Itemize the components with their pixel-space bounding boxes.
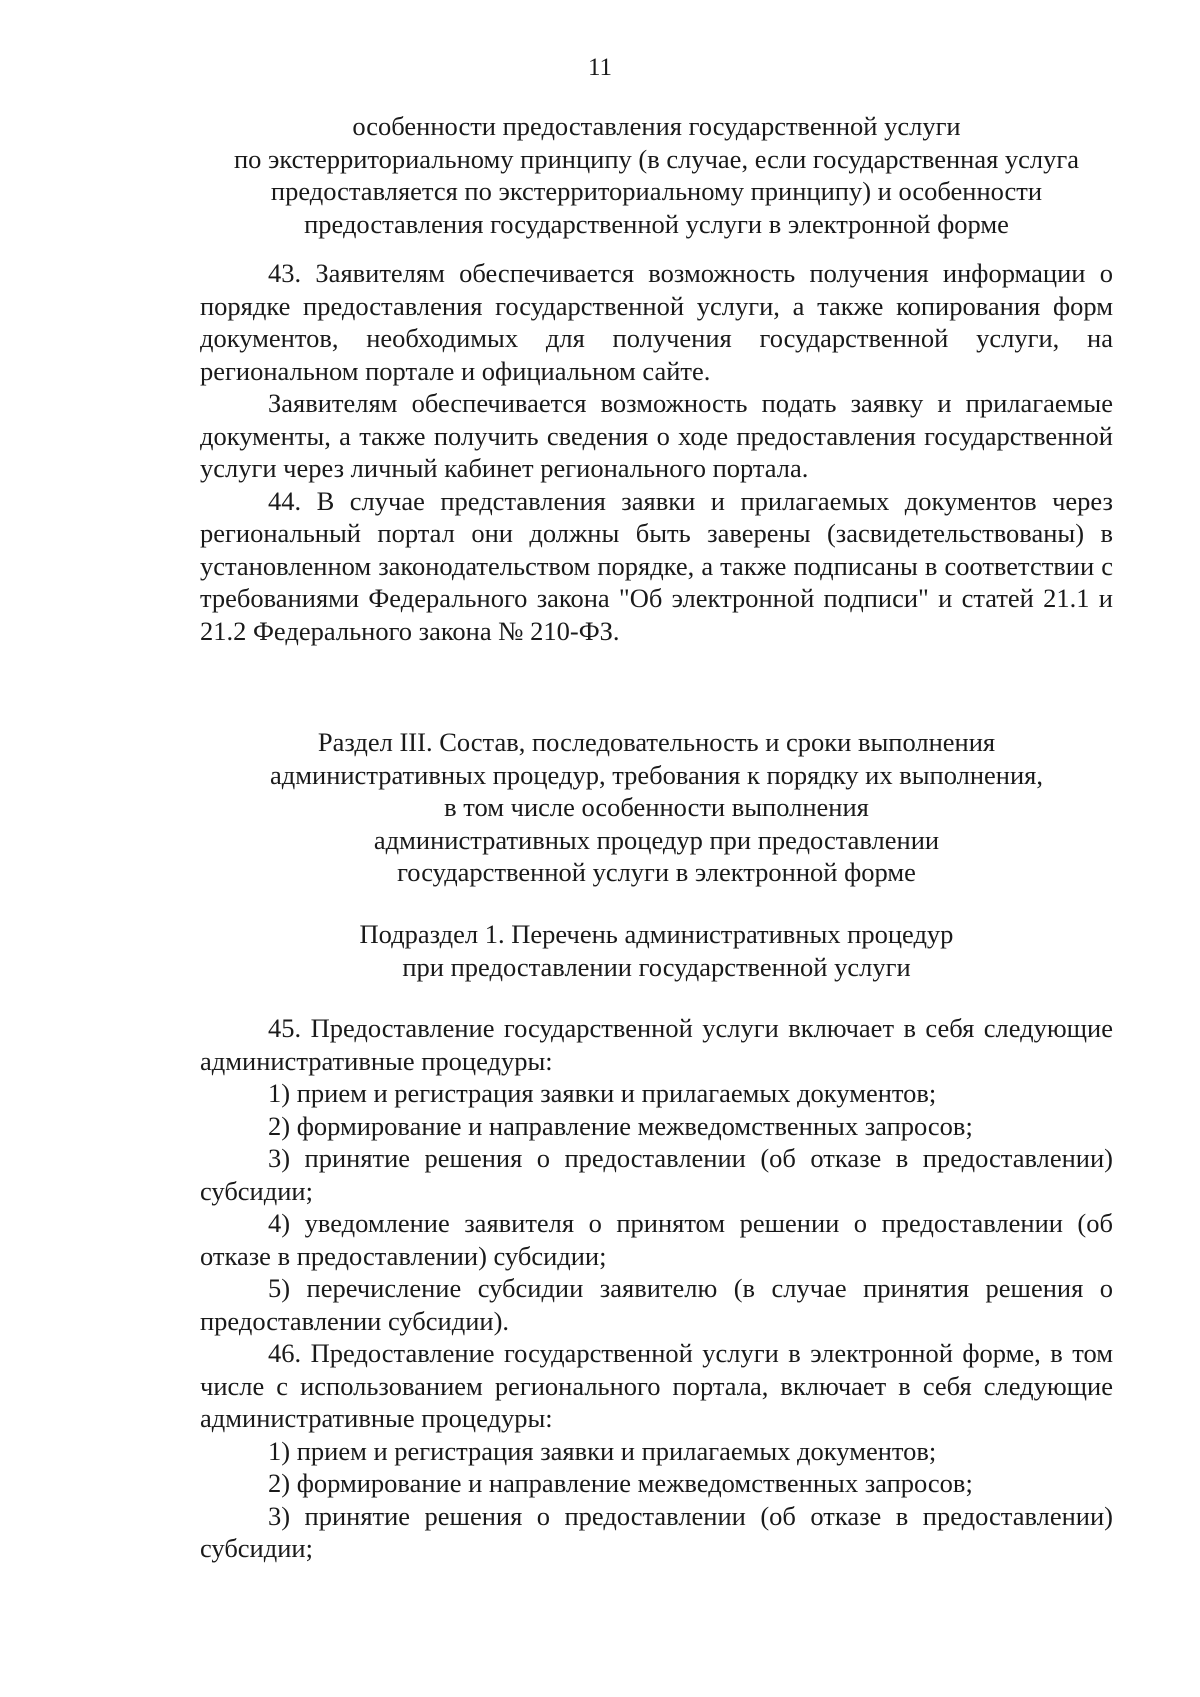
paragraphs-43-44 xyxy=(200,257,1113,647)
subsection-heading xyxy=(200,918,1113,983)
list-item: 3) принятие решения о предоставлении (об отказе в предоставлении) субсидии; xyxy=(200,1143,1113,1206)
heading-line: предоставления государственной услуги в электронной форме xyxy=(304,208,1009,239)
paragraph-45: 45. Предоставление государственной услуги включает в себя следующие административные процедуры: xyxy=(200,1013,1113,1076)
heading-line: административных процедур, требования к порядку их выполнения, xyxy=(270,759,1043,790)
heading-line: государственной услуги в электронной форме xyxy=(397,857,916,887)
subsection-heading-electronic-form xyxy=(200,110,1113,240)
heading-line: в том числе особенности выполнения xyxy=(444,792,869,822)
paragraph-43: 43. Заявителям обеспечивается возможность получения информации о порядке предоставления государственной услуги, а также копирования форм документов, необходимых для получения государственной услуги, на региональном портале и официальном сайте. xyxy=(200,258,1113,386)
heading-line: Подраздел 1. Перечень административных процедур xyxy=(359,919,954,949)
heading-line: Раздел III. Состав, последовательность и сроки выполнения xyxy=(317,727,996,757)
list-item: 4) уведомление заявителя о принятом решении о предоставлении (об отказе в предоставлении) субсидии; xyxy=(200,1208,1113,1271)
paragraph-43-continued: Заявителям обеспечивается возможность подать заявку и прилагаемые документы, а также получить сведения о ходе предоставления государственной услуги через личный кабинет регионального портала. xyxy=(200,388,1113,483)
page-number: 11 xyxy=(587,54,613,81)
paragraph-46: 46. Предоставление государственной услуги в электронной форме, в том числе с использованием регионального портала, включает в себя следующие административные процедуры: xyxy=(200,1338,1113,1433)
heading-line: административных процедур при предоставлении xyxy=(373,824,940,855)
heading-line: особенности предоставления государственной услуги xyxy=(352,111,961,141)
list-item: 2) формирование и направление межведомственных запросов; xyxy=(268,1110,973,1141)
section-heading xyxy=(200,726,1113,889)
list-item: 1) прием и регистрация заявки и прилагаемых документов; xyxy=(268,1078,937,1108)
list-item: 2) формирование и направление межведомственных запросов; xyxy=(268,1468,973,1498)
heading-line: по экстерриториальному принципу (в случае, если государственная услуга xyxy=(233,143,1080,174)
paragraph-44: 44. В случае представления заявки и прилагаемых документов через региональный портал они должны быть заверены (засвидетельствованы) в установленном законодательством порядке, а также подписаны в соответствии с требованиями Федерального закона "Об электронной подписи" и статей 21.1 и 21.2 Федерального закона № 210-ФЗ. xyxy=(200,485,1113,646)
heading-line: при предоставлении государственной услуги xyxy=(402,951,911,982)
heading-line: предоставляется по экстерриториальному принципу) и особенности xyxy=(270,176,1043,206)
list-item: 1) прием и регистрация заявки и прилагаемых документов; xyxy=(268,1435,937,1466)
list-item: 5) перечисление субсидии заявителю (в случае принятия решения о предоставлении субсидии). xyxy=(200,1273,1113,1336)
list-item: 3) принятие решения о предоставлении (об отказе в предоставлении) субсидии; xyxy=(200,1500,1113,1563)
paragraphs-45-46 xyxy=(200,1012,1113,1565)
